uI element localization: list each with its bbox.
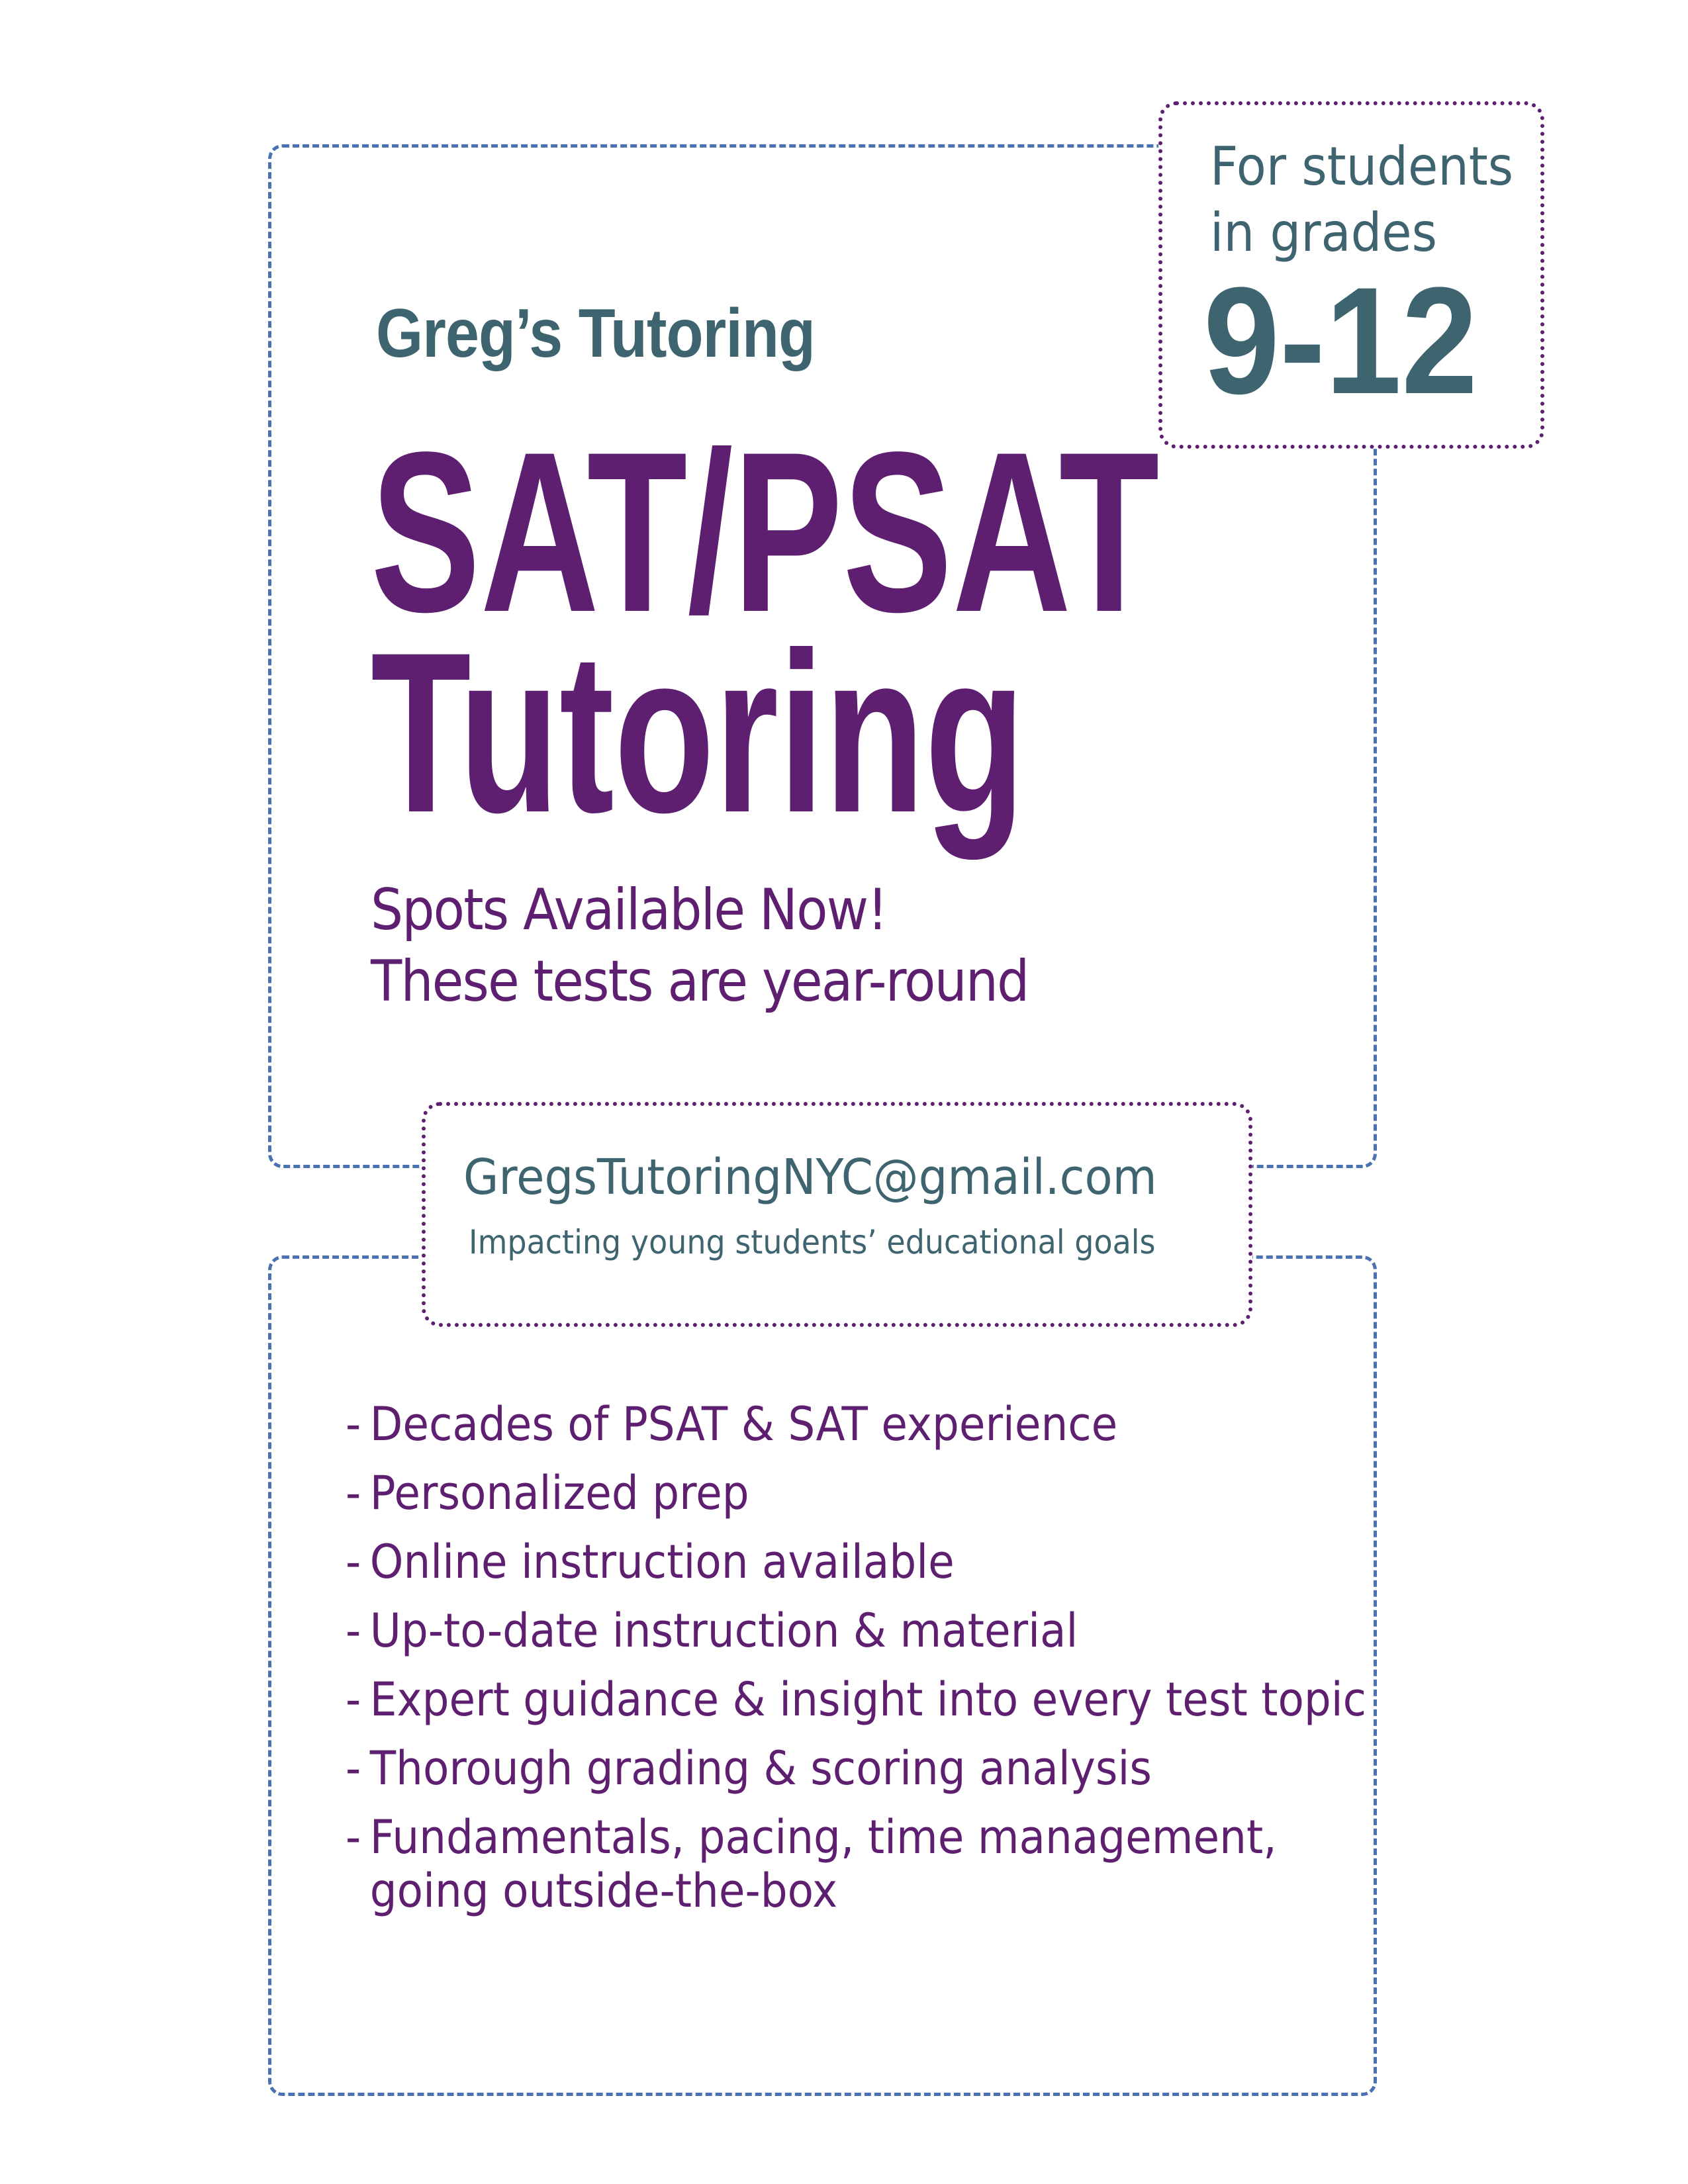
bullet-dash: - (346, 1604, 361, 1658)
contact-email-link[interactable]: GregsTutoringNYC@gmail.com (463, 1149, 1157, 1206)
feature-text: Decades of PSAT & SAT experience (369, 1397, 1118, 1451)
year-round-text: These tests are year-round (371, 948, 1029, 1015)
bullet-dash: - (346, 1535, 361, 1589)
bullet-dash: - (346, 1466, 361, 1520)
bullet-dash: - (346, 1397, 361, 1451)
contact-tagline: Impacting young students’ educational goals (469, 1223, 1156, 1261)
feature-item (346, 1604, 1366, 1673)
feature-text: Personalized prep (369, 1466, 749, 1520)
bullet-dash: - (346, 1810, 361, 1864)
feature-item (346, 1467, 1366, 1535)
availability-text: Spots Available Now! (371, 877, 887, 943)
feature-item (346, 1811, 1366, 1917)
feature-text: Thorough grading & scoring analysis (369, 1741, 1152, 1796)
feature-text: Up-to-date instruction & material (369, 1604, 1078, 1658)
feature-item (346, 1742, 1366, 1811)
contact-box (422, 1102, 1252, 1327)
grades-badge-line-1: For students (1210, 136, 1514, 197)
feature-item (346, 1398, 1366, 1467)
features-list (346, 1398, 1455, 1917)
headline-line-2: Tutoring (371, 606, 1025, 860)
brand-name: Greg’s Tutoring (376, 295, 816, 372)
grades-range: 9-12 (1203, 255, 1478, 426)
feature-item (346, 1673, 1366, 1742)
feature-text-line-1: Fundamentals, pacing, time management, (369, 1810, 1277, 1864)
bullet-dash: - (346, 1672, 361, 1727)
feature-text: Expert guidance & insight into every test topic (369, 1672, 1367, 1727)
bullet-dash: - (346, 1741, 361, 1796)
feature-item (346, 1535, 1366, 1604)
feature-text: Online instruction available (369, 1535, 955, 1589)
grades-badge-line-2: in grades (1210, 202, 1437, 263)
headline-line-1: SAT/PSAT (371, 405, 1160, 660)
feature-text-line-2: going outside-the-box (369, 1863, 838, 1918)
